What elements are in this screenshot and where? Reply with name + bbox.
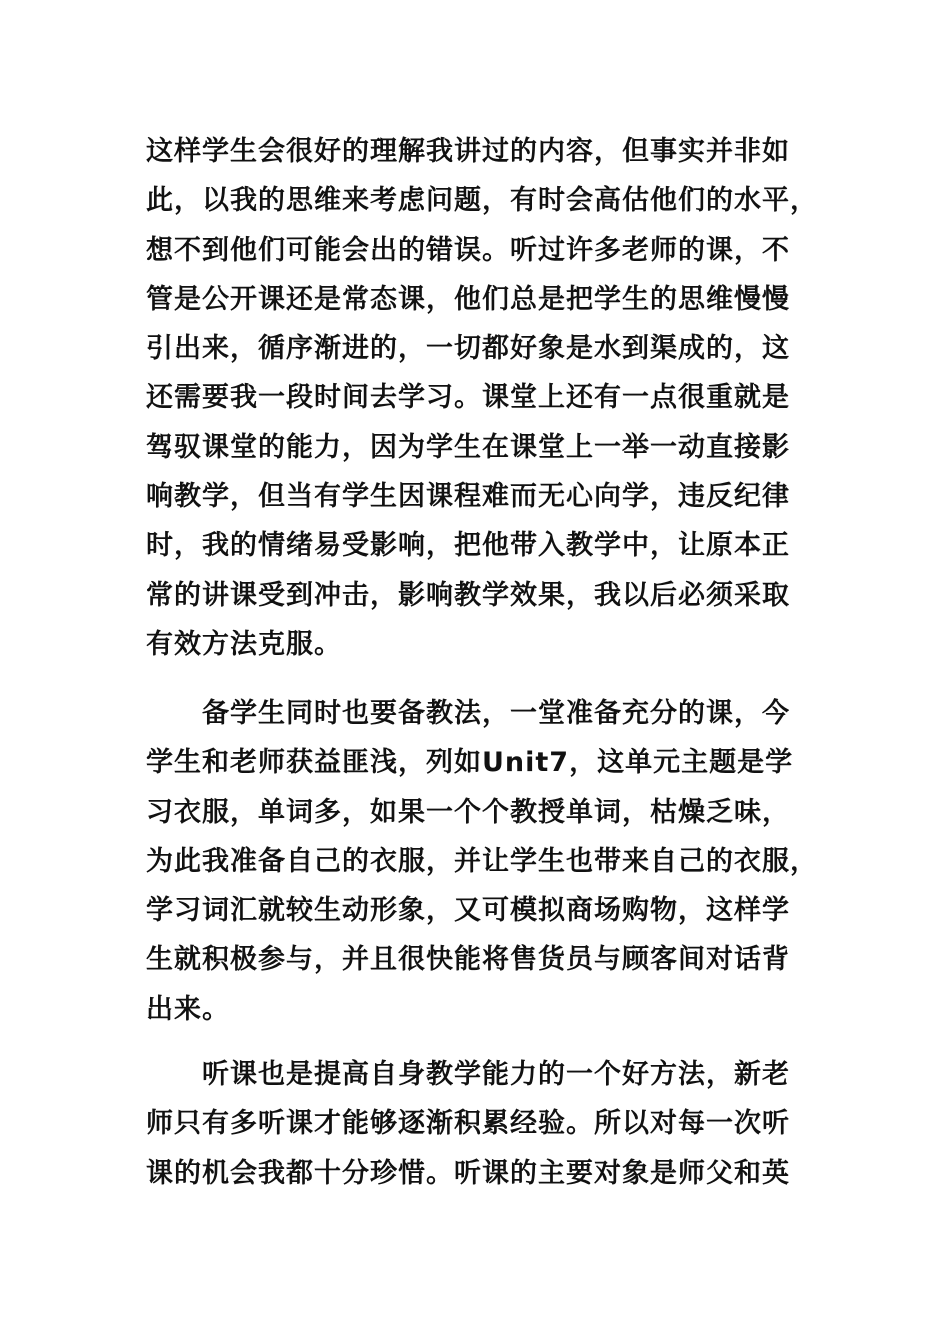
- paragraph-line: 习衣服，单词多，如果一个个教授单词，枯燥乏味，: [146, 796, 790, 828]
- paragraph-line: 生就积极参与，并且很快能将售货员与顾客间对话背: [146, 944, 790, 976]
- paragraph-line: 时，我的情绪易受影响，把他带入教学中，让原本正: [146, 530, 790, 562]
- paragraph-2: [146, 689, 826, 1034]
- paragraph-line: 响教学，但当有学生因课程难而无心向学，违反纪律: [146, 481, 790, 513]
- paragraph-line: 这样学生会很好的理解我讲过的内容，但事实并非如: [146, 136, 790, 167]
- paragraph-line: 管是公开课还是常态课，他们总是把学生的思维慢慢: [146, 283, 790, 315]
- paragraph-line: 备学生同时也要备教法，一堂准备充分的课，今: [202, 698, 790, 729]
- paragraph-line: 听课也是提高自身教学能力的一个好方法，新老: [202, 1059, 790, 1090]
- paragraph-3: [146, 1050, 826, 1198]
- paragraph-line: 常的讲课受到冲击，影响教学效果，我以后必须采取: [146, 579, 790, 611]
- paragraph-line: 学习词汇就较生动形象，又可模拟商场购物，这样学: [146, 895, 790, 927]
- paragraph-line: 引出来，循序渐进的，一切都好象是水到渠成的，这: [146, 333, 790, 365]
- paragraph-line: 出来。: [146, 993, 230, 1025]
- paragraph-line: 课的机会我都十分珍惜。听课的主要对象是师父和英: [146, 1157, 790, 1189]
- paragraph-line: 学生和老师获益匪浅，列如Unit7，这单元主题是学: [146, 747, 794, 779]
- paragraph-line: 有效方法克服。: [146, 628, 342, 660]
- paragraph-line: 驾驭课堂的能力，因为学生在课堂上一举一动直接影: [146, 431, 790, 463]
- paragraph-line: 师只有多听课才能够逐渐积累经验。所以对每一次听: [146, 1108, 790, 1140]
- paragraph-line: 想不到他们可能会出的错误。听过许多老师的课，不: [146, 234, 790, 266]
- paragraph-line: 为此我准备自己的衣服，并让学生也带来自己的衣服，: [146, 845, 818, 877]
- paragraph-line: 还需要我一段时间去学习。课堂上还有一点很重就是: [146, 382, 790, 414]
- paragraph-line: 此，以我的思维来考虑问题，有时会高估他们的水平，: [146, 185, 818, 217]
- paragraph-1: [146, 127, 826, 669]
